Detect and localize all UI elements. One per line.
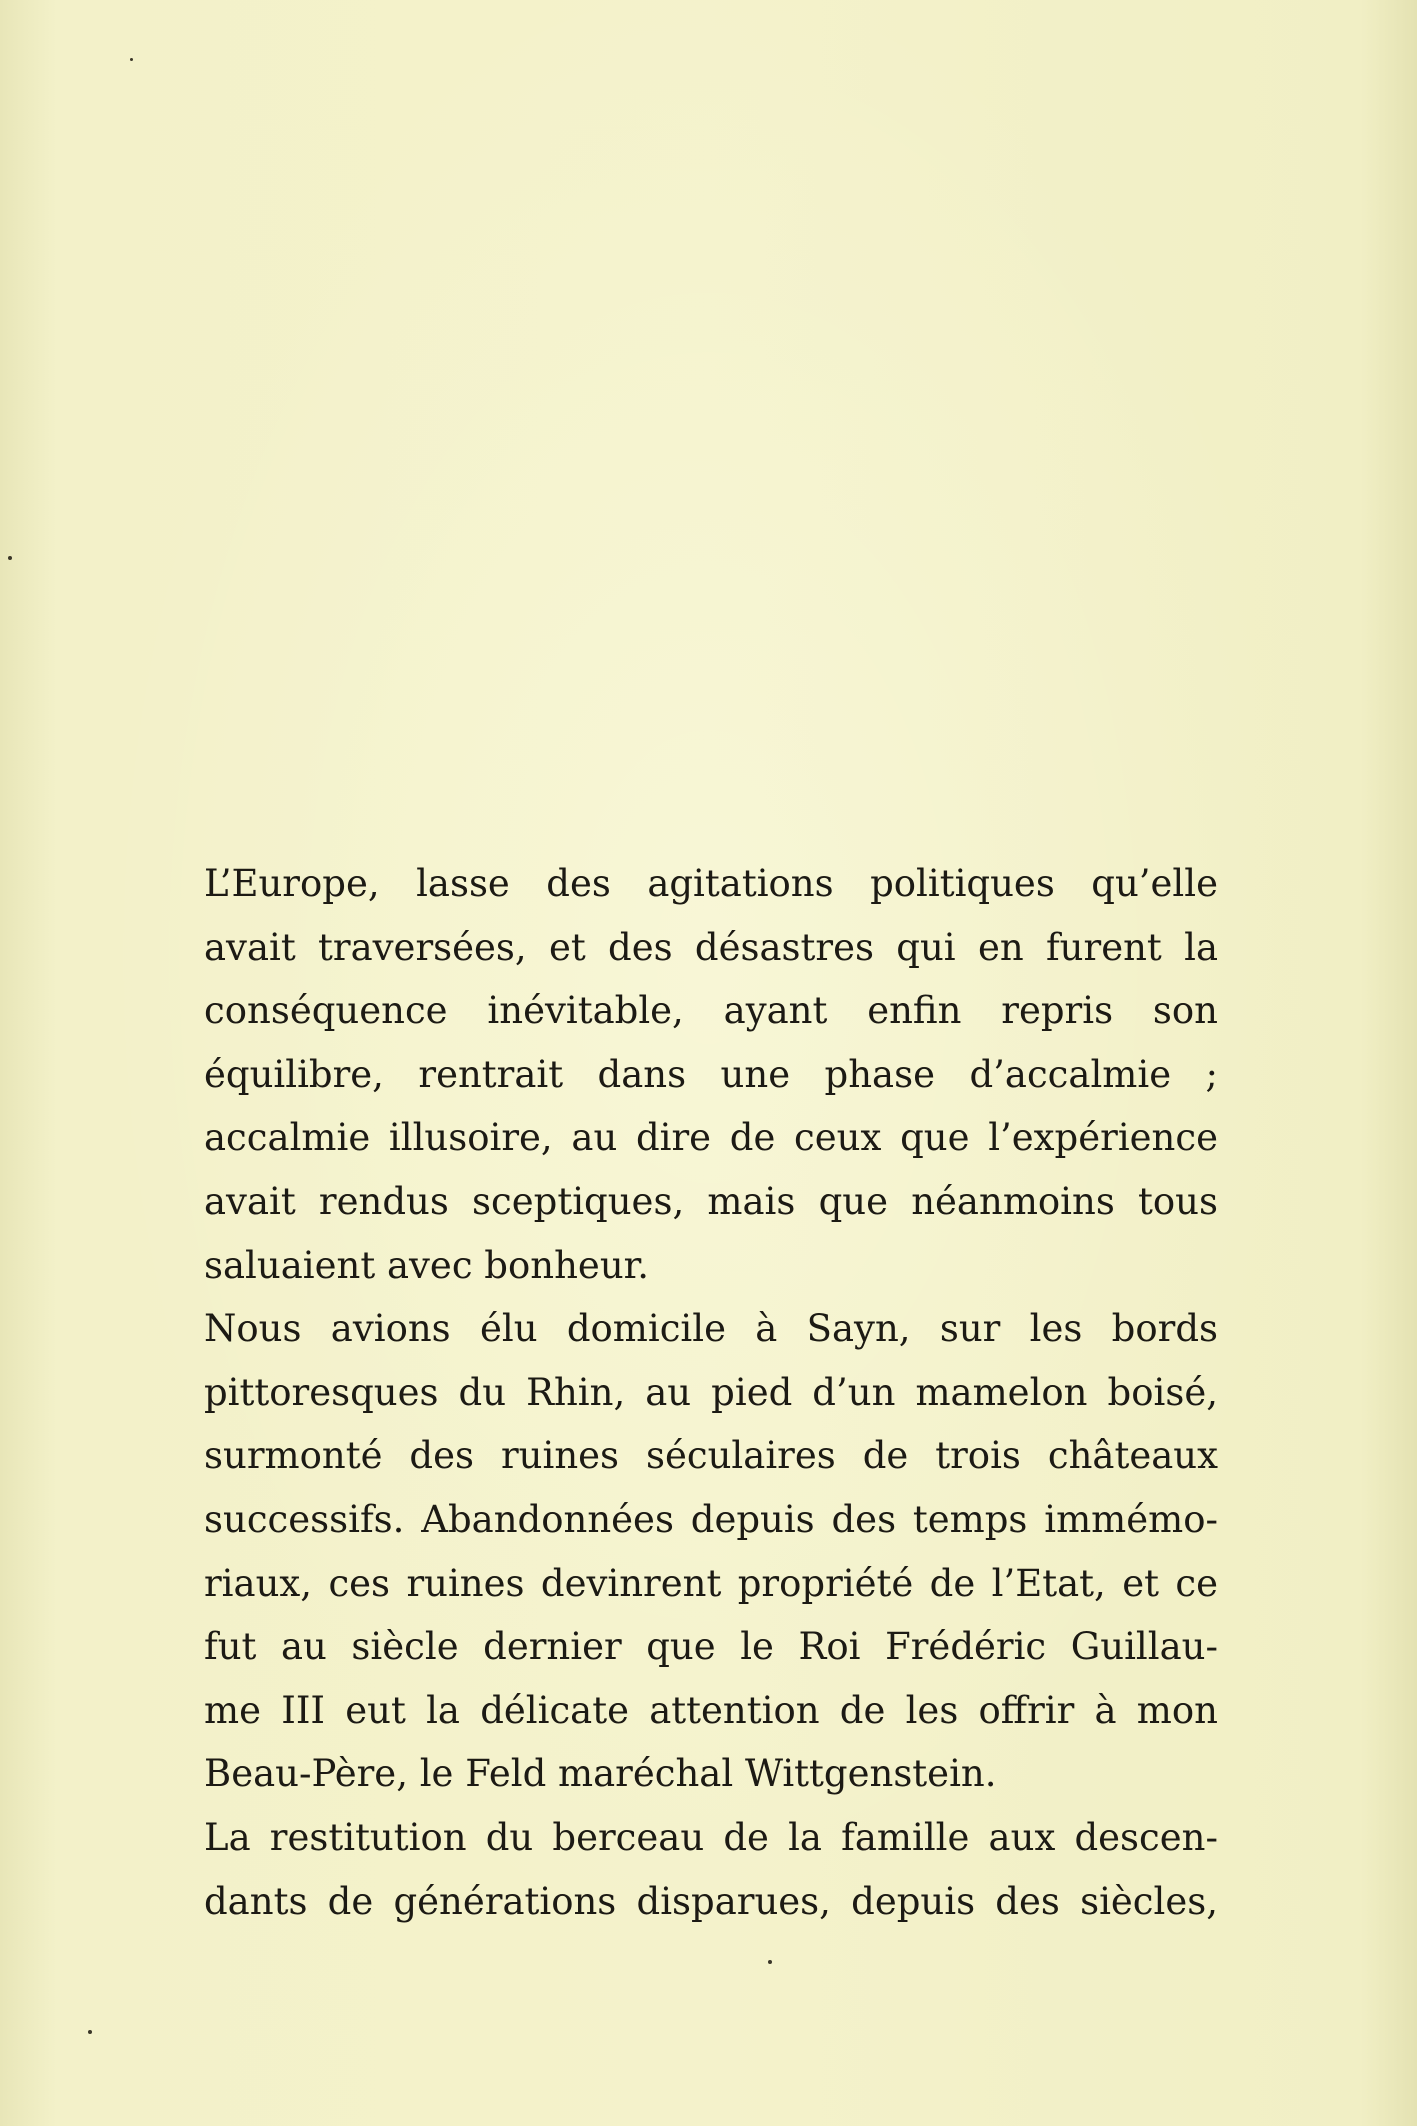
text-line: avait traversées, et des désastres qui en furent la [204,925,1218,969]
text-line: équilibre, rentrait dans une phase d’accalmie ; [204,1052,1218,1096]
text-line: fut au siècle dernier que le Roi Frédéric Guillau- [204,1625,1218,1669]
text-line: dants de générations disparues, depuis des siècles, [204,1879,1218,1923]
paragraph-2 [156,1297,1218,1806]
text-line: avait rendus sceptiques, mais que néanmoins tous [204,1179,1218,1223]
text-line: La restitution du berceau de la famille aux descen- [204,1815,1218,1859]
paper-speck [768,1960,772,1964]
paper-speck [130,58,133,61]
text-line: accalmie illusoire, au dire de ceux que l’expérience [204,1116,1218,1160]
paper-speck [8,556,12,560]
paragraph-1 [156,852,1218,1297]
paper-speck [88,2030,92,2034]
text-line: successifs. Abandonnées depuis des temps immémo- [204,1497,1218,1541]
text-line: conséquence inévitable, ayant enfin repris son [204,989,1218,1033]
text-line: riaux, ces ruines devinrent propriété de l’Etat, et ce [204,1561,1218,1605]
text-line: Beau-Père, le Feld maréchal Wittgenstein. [204,1752,997,1796]
paragraph-3 [156,1806,1218,1933]
text-line: saluaient avec bonheur. [204,1243,650,1287]
text-line: me III eut la délicate attention de les offrir à mon [204,1688,1218,1732]
text-line: surmonté des ruines séculaires de trois châteaux [204,1434,1218,1478]
body-text [156,852,1218,1933]
text-line: pittoresques du Rhin, au pied d’un mamelon boisé, [204,1370,1218,1414]
text-line: L’Europe, lasse des agitations politiques qu’elle [204,862,1218,905]
text-line: Nous avions élu domicile à Sayn, sur les bords [204,1307,1218,1351]
